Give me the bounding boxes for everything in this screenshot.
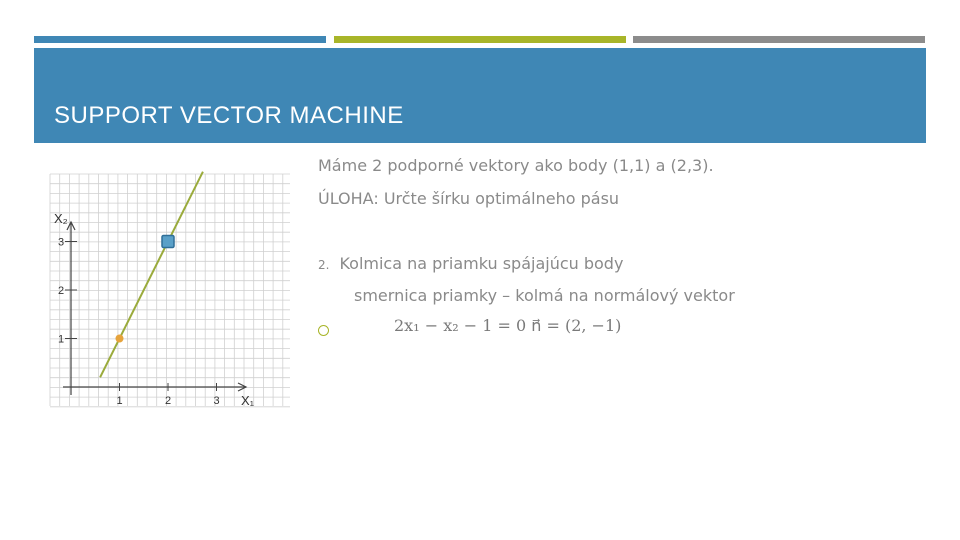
accent-bar-green <box>334 36 626 43</box>
list-item-subtext: smernica priamky – kolmá na normálový vektor <box>354 286 735 305</box>
graph-canvas <box>46 170 294 410</box>
y-axis-label: X₂ <box>54 211 68 226</box>
y-tick-label: 3 <box>58 236 65 249</box>
x-axis-label: X₁ <box>241 393 255 408</box>
list-item-number: 2. <box>318 258 330 272</box>
y-tick-label: 1 <box>58 333 65 346</box>
accent-bar-blue <box>34 36 326 43</box>
accent-bar-gray <box>633 36 925 43</box>
list-item-text: Kolmica na priamku spájajúcu body <box>339 254 624 273</box>
coordinate-graph <box>46 170 294 410</box>
y-tick-label: 2 <box>58 285 65 297</box>
text-support-vectors: Máme 2 podporné vektory ako body (1,1) a (2,3). <box>318 156 714 175</box>
x-tick-label: 1 <box>116 395 123 407</box>
support-vector-point <box>116 335 124 343</box>
formula: 2x₁ − x₂ − 1 = 0 n⃗ = (2, −1) <box>394 316 622 335</box>
slide-title: SUPPORT VECTOR MACHINE <box>54 102 404 129</box>
text-task: ÚLOHA: Určte šírku optimálneho pásu <box>318 189 620 208</box>
x-tick-label: 3 <box>213 395 220 407</box>
support-vector-line <box>100 172 203 378</box>
bullet-circle-icon <box>318 325 329 336</box>
list-item-2 <box>318 254 623 273</box>
x-tick-label: 2 <box>165 395 172 407</box>
support-vector-point <box>162 236 174 248</box>
title-band <box>34 48 926 143</box>
